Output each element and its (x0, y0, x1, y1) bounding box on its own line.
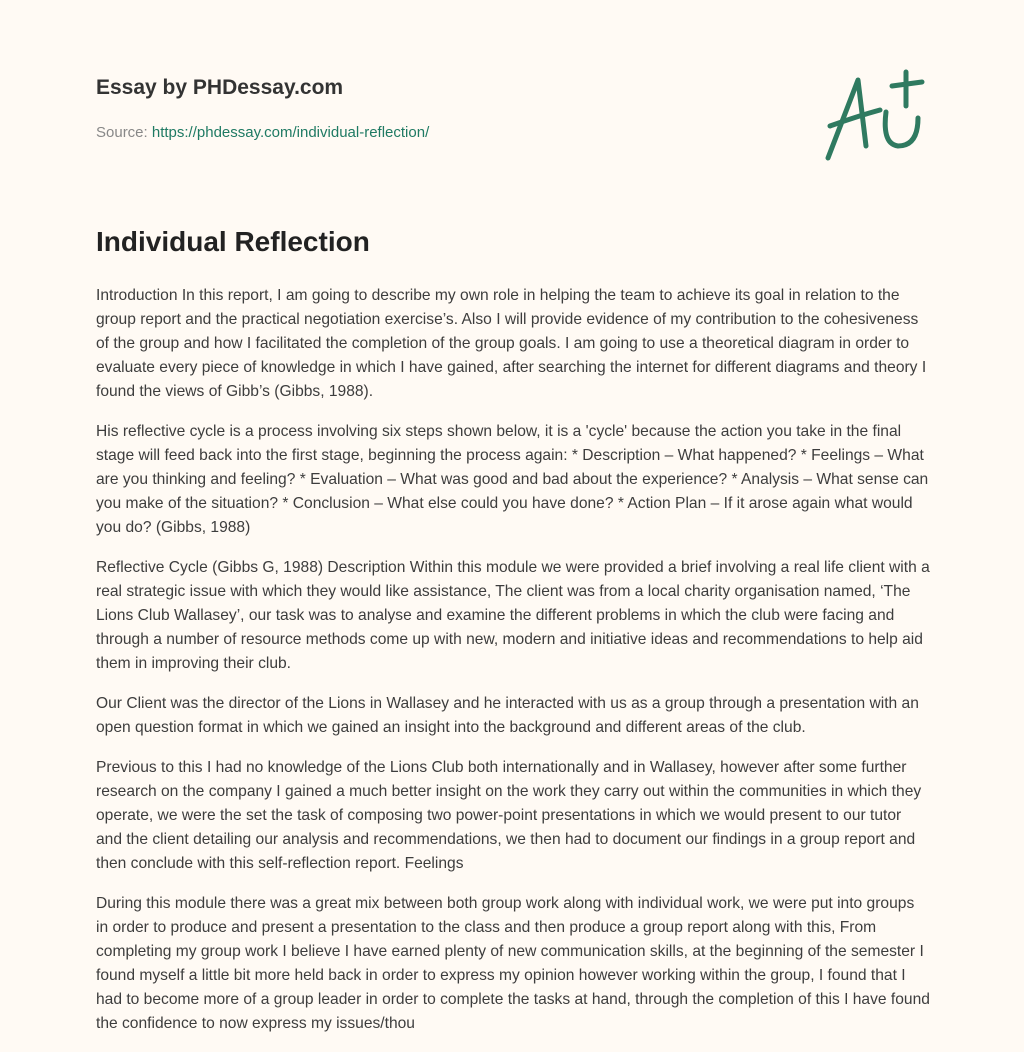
paragraph: Reflective Cycle (Gibbs G, 1988) Description Within this module we were provided a brief involving a real life client with a real strategic issue with which they would like assistance, The client was from a local charity organisation named, ‘The Lions Club Wallasey’, our task was to analyse and examine the different problems in which the club were facing and through a number of resource methods come up with new, modern and initiative ideas and recommendations to help aid them in improving their club. (96, 559, 930, 672)
paragraph: During this module there was a great mix between both group work along with individual work, we were put into groups in order to produce and present a presentation to the class and then produce a group report along with this, From completing my group work I believe I have earned plenty of new communication skills, at the beginning of the semester I found myself a little bit more held back in order to express my opinion however working within the group, I found that I had to become more of a group leader in order to complete the tasks at hand, through the completion of this I have found the confidence to now express my issues/thou (96, 895, 930, 1032)
source-label: Source: (96, 124, 148, 141)
source-link[interactable]: https://phdessay.com/individual-reflection/ (151, 124, 430, 141)
source-line (96, 124, 429, 141)
article-title: Individual Reflection (96, 226, 370, 257)
paragraph: Our Client was the director of the Lions in Wallasey and he interacted with us as a group through a presentation with an open question format in which we gained an insight into the background and different areas of the club. (96, 695, 919, 736)
paragraph: Introduction In this report, I am going to describe my own role in helping the team to achieve its goal in relation to the group report and the practical negotiation exercise’s. Also I will provide evidence of my contribution to the cohesiveness of the group and how I facilitated the completion of the group goals. I am going to use a theoretical diagram in order to evaluate every piece of knowledge in which I have gained, after searching the internet for different diagrams and theory I found the views of Gibb’s (Gibbs, 1988). (96, 287, 927, 400)
site-title: Essay by PHDessay.com (96, 76, 344, 99)
paragraph: His reflective cycle is a process involving six steps shown below, it is a 'cycle' because the action you take in the final stage will feed back into the first stage, beginning the process again: * Description – What happened? * Feelings – What are you thinking and feeling? * Evaluation – What was good and bad about the experience? * Analysis – What sense can you make of the situation? * Conclusion – What else could you have done? * Action Plan – If it arose again what would you do? (Gibbs, 1988) (96, 423, 929, 536)
a-plus-logo (818, 66, 928, 166)
paragraph: Previous to this I had no knowledge of the Lions Club both internationally and in Wallasey, however after some further research on the company I gained a much better insight on the work they carry out within the communities in which they operate, we were the set the task of composing two power-point presentations in which we would present to our tutor and the client detailing our analysis and recommendations, we then had to document our findings in a group report and then conclude with this self-reflection report. Feelings (96, 759, 922, 872)
article-body (96, 284, 930, 1052)
